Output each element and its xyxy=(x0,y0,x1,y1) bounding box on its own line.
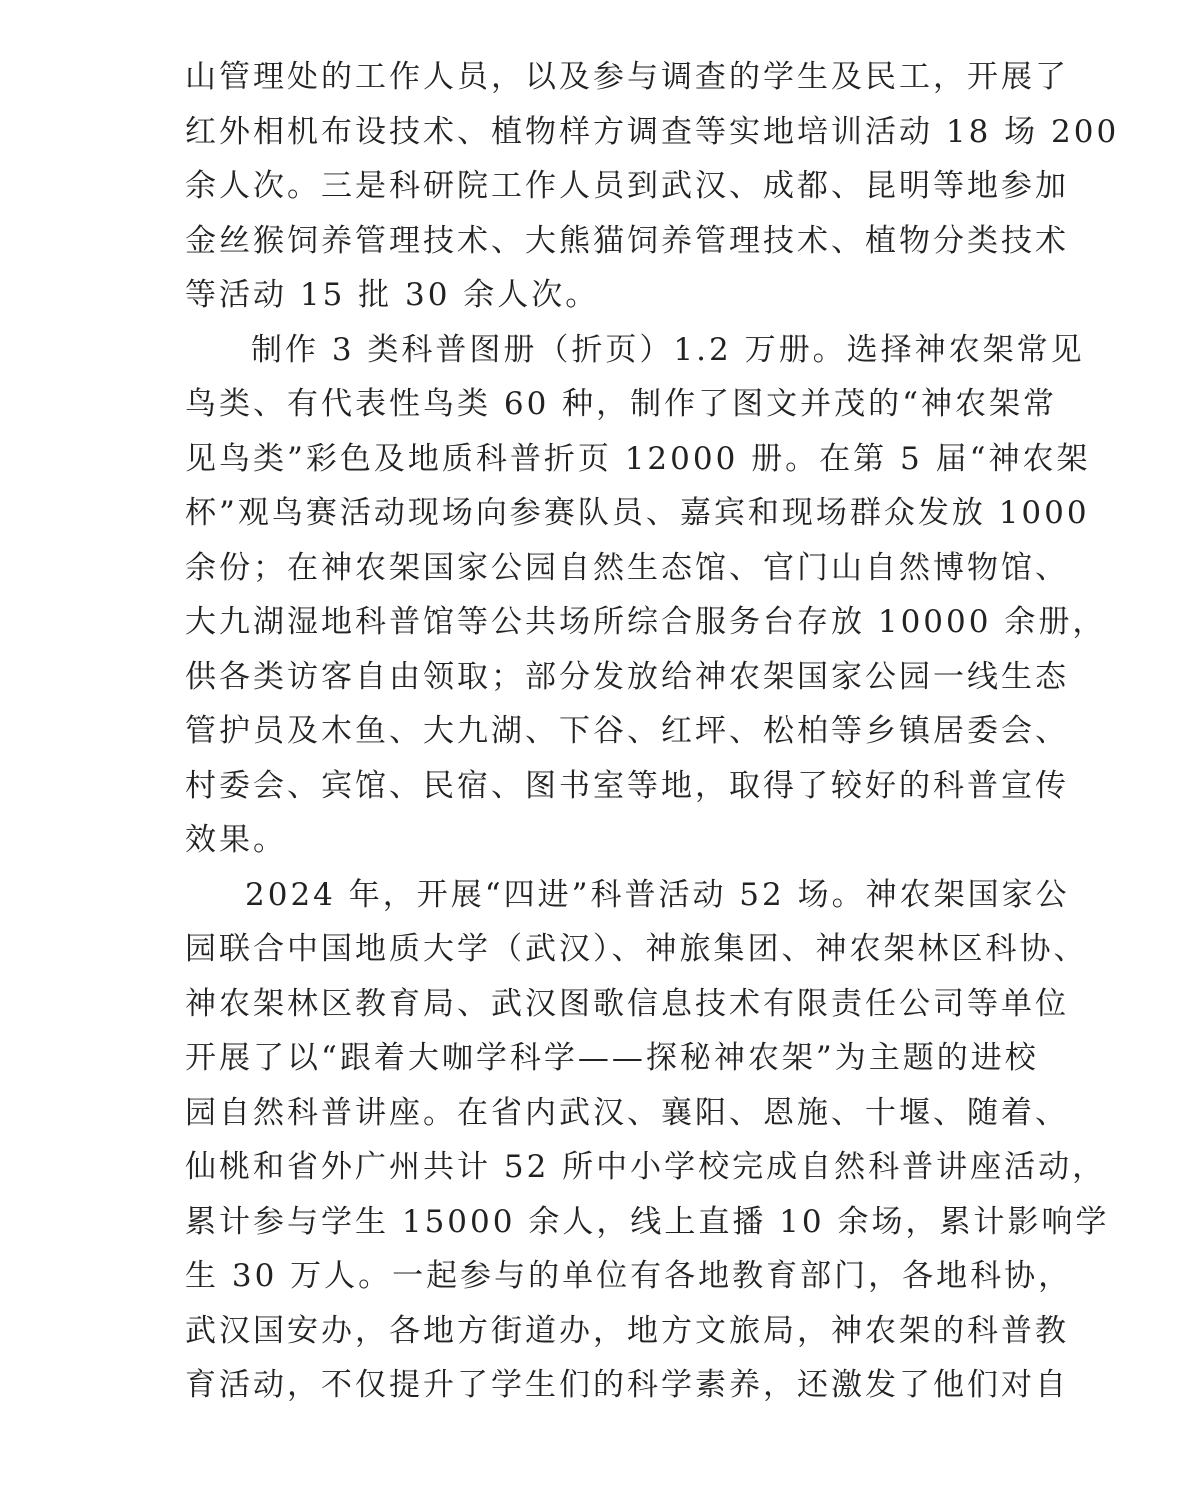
text-line: 村委会、宾馆、民宿、图书室等地，取得了较好的科普宣传 xyxy=(185,767,1069,804)
text-line: 生 30 万人。一起参与的单位有各地教育部门，各地科协， xyxy=(185,1258,1073,1294)
text-line: 鸟类、有代表性鸟类 60 种，制作了图文并茂的“神农架常 xyxy=(185,386,1057,422)
text-line: 仙桃和省外广州共计 52 所中小学校完成自然科普讲座活动， xyxy=(185,1149,1107,1185)
text-line: 见鸟类”彩色及地质科普折页 12000 册。在第 5 届“神农架 xyxy=(185,440,1091,477)
text-line: 武汉国安办，各地方街道办，地方文旅局，神农架的科普教 xyxy=(185,1312,1069,1349)
text-line: 效果。 xyxy=(185,822,287,858)
text-line: 累计参与学生 15000 余人，线上直播 10 余场，累计影响学 xyxy=(185,1203,1110,1240)
text-line: 园联合中国地质大学（武汉）、神旅集团、神农架林区科协、 xyxy=(185,931,1088,967)
text-line: 制作 3 类科普图册（折页）1.2 万册。选择神农架常见 xyxy=(251,331,1085,368)
text-line: 供各类访客自由领取；部分发放给神农架国家公园一线生态 xyxy=(185,658,1069,695)
text-line: 开展了以“跟着大咖学科学——探秘神农架”为主题的进校 xyxy=(185,1040,1039,1076)
paragraph-brochures xyxy=(185,323,1107,868)
paragraph-training xyxy=(185,50,1120,323)
text-line: 管护员及木鱼、大九湖、下谷、红坪、松柏等乡镇居委会、 xyxy=(185,713,1069,749)
paragraph-four-entries xyxy=(185,868,1110,1413)
body-text xyxy=(185,50,1120,1413)
text-line: 神农架林区教育局、武汉图歌信息技术有限责任公司等单位 xyxy=(185,985,1069,1022)
text-line: 红外相机布设技术、植物样方调查等实地培训活动 18 场 200 xyxy=(185,113,1120,150)
text-line: 等活动 15 批 30 余人次。 xyxy=(185,277,600,313)
text-line: 2024 年，开展“四进”科普活动 52 场。神农架国家公 xyxy=(245,876,1070,913)
text-line: 金丝猴饲养管理技术、大熊猫饲养管理技术、植物分类技术 xyxy=(185,222,1069,259)
text-line: 园自然科普讲座。在省内武汉、襄阳、恩施、十堰、随着、 xyxy=(185,1094,1069,1131)
text-line: 育活动，不仅提升了学生们的科学素养，还激发了他们对自 xyxy=(185,1367,1069,1403)
text-line: 余人次。三是科研院工作人员到武汉、成都、昆明等地参加 xyxy=(185,168,1069,204)
text-line: 大九湖湿地科普馆等公共场所综合服务台存放 10000 余册， xyxy=(185,604,1107,640)
text-line: 山管理处的工作人员，以及参与调查的学生及民工，开展了 xyxy=(185,59,1069,95)
text-line: 杯”观鸟赛活动现场向参赛队员、嘉宾和现场群众发放 1000 xyxy=(185,495,1090,531)
text-line: 余份；在神农架国家公园自然生态馆、官门山自然博物馆、 xyxy=(185,549,1069,586)
